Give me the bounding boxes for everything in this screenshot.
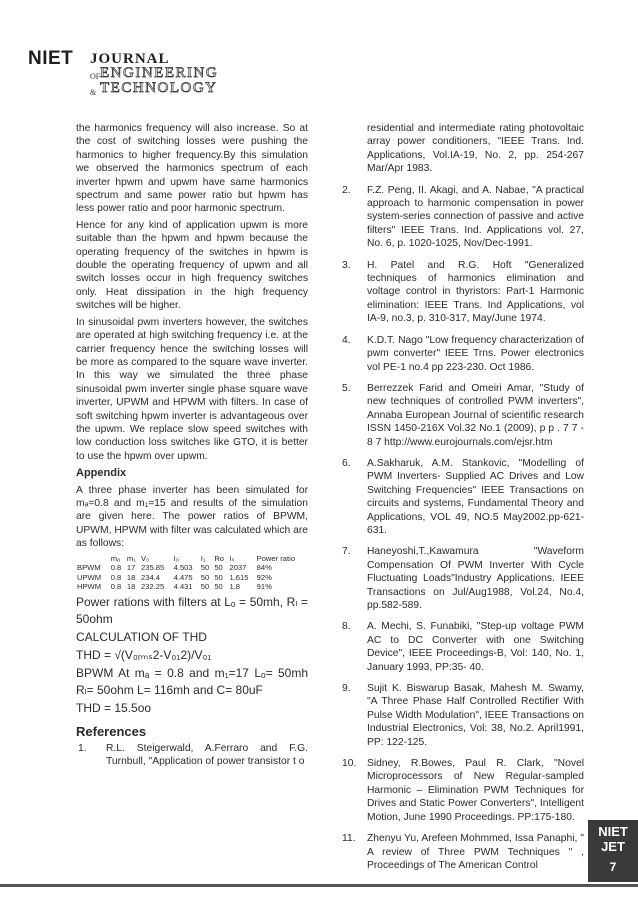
table-cell: 4.431 [173, 582, 193, 592]
table-header-cell: V₀ [141, 553, 150, 563]
reference-number: 1. [78, 743, 87, 754]
reference-continuation [340, 122, 584, 176]
right-column [340, 122, 584, 880]
table-cell: 232.25 [141, 582, 165, 592]
table-row [76, 563, 308, 573]
table-cell: 50 [200, 563, 210, 573]
logo-and: & [90, 88, 97, 97]
table-cell: 234.4 [141, 572, 161, 582]
table-cell: 50 [200, 572, 210, 582]
badge-niet: NIET [598, 824, 628, 839]
logo-journal: JOURNAL [90, 51, 170, 67]
page-number: 7 [609, 860, 617, 874]
table-row [76, 582, 308, 592]
reference-item [340, 682, 584, 749]
reference-number: 5. [342, 382, 351, 394]
table-cell: 235.85 [141, 563, 165, 573]
table-header-cell: Ro [214, 553, 225, 563]
references-heading: References [76, 723, 147, 739]
reference-item [340, 832, 584, 872]
appendix-heading: Appendix [76, 467, 127, 480]
table-header-cell: Iₛ [229, 553, 235, 563]
reference-item [340, 184, 584, 251]
reference-item [340, 334, 584, 374]
reference-number: 8. [342, 621, 351, 633]
reference-item [340, 457, 584, 537]
reference-number: 7. [342, 546, 351, 558]
reference-item [340, 620, 584, 674]
reference-number: 10. [342, 758, 357, 770]
reference-text: K.D.T. Nago "Low frequency characterization of pwm converter" IEEE Trns. Power electronics vol PE-1 no.4 pp 223-230. Oct 1986. [367, 334, 584, 373]
table-header-row [76, 554, 308, 564]
table-cell: 50 [214, 572, 223, 582]
reference-number: 9. [342, 683, 351, 695]
filter-conditions: Power rations with filters at Lₒ = 50mh, Rₗ = 50ohm [76, 594, 308, 626]
table-header-cell: I₀ [173, 553, 179, 563]
reference-item [340, 382, 584, 449]
bottom-divider [0, 884, 638, 887]
table-header-cell: m₁ [126, 553, 136, 563]
reference-number: 3. [342, 259, 351, 271]
table-cell: 1.615 [229, 572, 249, 582]
table-cell: 2037 [229, 563, 247, 573]
reference-text: residential and intermediate rating photovoltaic array power conditioners, "IEEE Trans. Ind. Applications, Vol.IA-19, No. 2, pp. 254-267 Mar/Apr 1983. [367, 123, 584, 175]
table-cell: 4.503 [173, 563, 193, 573]
table-cell: 18 [126, 572, 136, 582]
thd-calculation-heading: CALCULATION OF THD [76, 629, 207, 644]
logo-engineering: ENGINEERING [100, 65, 219, 81]
table-cell: 0.8 [110, 563, 122, 573]
logo-of: OF [90, 72, 101, 81]
table-row [76, 573, 308, 583]
appendix-paragraph: A three phase inverter has been simulated for mₐ=0.8 and m₁=15 and results of the simulation are given here. The power ratios of BPWM, UPWM, HPWM with filter was calculated which are as follows: [76, 484, 308, 550]
reference-text: Sidney, R.Bowes, Paul R. Clark, "Novel Microprocessors of New Regular-sampled Harmonic – Elimination PWM Techniques for Drives and Static Power Converters", Intelligent Motion, June 1990 Proceedings. PP:175-180. [367, 758, 584, 823]
reference-text: Sujit K. Biswarup Basak, Mahesh M. Swamy, "A Three Phase Half Controlled Rectifier With Pulse Width Modulation", IEEE Transactions on Industrial Electronics, Vol: 38, No.2. April1991, PP: 122-125. [367, 683, 584, 748]
reference-text: Berrezzek Farid and Omeiri Amar, "Study of new techniques of controlled PWM inverters", Annaba European Journal of scientific research ISSN 1450-216X Vol.32 No.1 (2009), p p . 7 7 - 8 7 http://www.eurojournals.com/ejsr.htm [367, 382, 584, 448]
journal-logo [28, 48, 248, 98]
reference-text: F.Z. Peng, II. Akagi, and A. Nabae, "A practical approach to harmonic compensation in power system-series connection of passive and active filters" IEEE Trans. Ind. Applications vol. 27, No. 6, p. 1020-1025, Nov/Dec-1991. [367, 184, 584, 250]
reference-text: A. Mechi, S. Funabiki, "Step-up voltage PWM AC to DC Converter with one Switching Device", IEEE Proceedings-B, Vol: 140, No. 1, January 1993, PP:35- 40. [367, 621, 584, 673]
journal-header [28, 48, 248, 98]
table-header-cell: Power ratio [256, 553, 296, 563]
table-cell: BPWM [77, 563, 101, 573]
reference-text: Zhenyu Yu, Arefeen Mohmmed, Issa Panaphi, " A review of Three PWM Techniques " , Proceedings of The American Control [367, 833, 584, 871]
body-paragraph-1: the harmonics frequency will also increase. So at the cost of switching losses were pushing the harmonics to higher frequency.By this simulation we observed the harmonics spectrum of each inverter hpwm and upwm have same harmonics spectrum and same power ratio but hpwm has less power ratio and poor harmonic spectrum. [76, 123, 308, 215]
table-cell: 17 [126, 563, 136, 573]
table-cell: 91% [256, 582, 272, 592]
reference-number: 11. [342, 833, 356, 845]
reference-text: Haneyoshi,T.,Kawamura "Waveform Compensation Of PWM Inverter With Cycle Fluctuating Loads"Industry Applications. IEEE Transactions on Jul/Aug1988, Vol.24, No.4, pp.582-589. [367, 546, 584, 611]
table-cell: 1.8 [229, 582, 241, 592]
table-cell: 0.8 [110, 572, 122, 582]
left-column [76, 122, 308, 777]
bpwm-parameters: BPWM At mₐ = 0.8 and m₁=17 Lₒ= 50mh Rₗ= 50ohm L= 116mh and C= 80uF [76, 665, 308, 697]
reference-text: R.L. Steigerwald, A.Ferraro and F.G. Turnbull, "Application of power transistor t o [106, 743, 308, 768]
thd-result: THD = 15.5oo [76, 700, 152, 715]
table-cell: 92% [256, 572, 272, 582]
table-cell: 0.8 [110, 582, 122, 592]
table-header-cell: I₁ [200, 553, 206, 563]
reference-number: 2. [342, 184, 351, 196]
reference-item [76, 742, 308, 769]
logo-technology: TECHNOLOGY [100, 80, 218, 96]
table-cell: 50 [214, 563, 223, 573]
table-cell: 84% [256, 563, 272, 573]
reference-number: 4. [342, 334, 351, 346]
table-cell: HPWM [77, 582, 102, 592]
table-cell: 4.475 [173, 572, 193, 582]
table-cell: 18 [126, 582, 136, 592]
reference-text: H. Patel and R.G. Hoft "Generalized techniques of harmonics elimination and voltage control in thyristors: Part-1 Harmonic elimination: IEEE Trans. Ind Applications, vol IA-9, no.3, p. 310-317, May/June 1974. [367, 259, 584, 325]
reference-item [340, 757, 584, 824]
table-cell: 50 [214, 582, 223, 592]
reference-number: 6. [342, 457, 351, 469]
thd-formula: THD = √(V₀ᵣₘₛ2-V₀₁2)/V₀₁ [76, 647, 212, 662]
body-paragraph-2: Hence for any kind of application upwm is more suitable than the hpwm and hpwm because the operating frequency of the switches in hpwm is double the operating frequency of upwm and all switch losses occur in high frequency switches only. Heat dissipation in the high frequency switches will be higher. [76, 219, 308, 312]
page-badge [588, 820, 638, 882]
badge-jet: JET [601, 839, 625, 854]
logo-brand: NIET [28, 48, 74, 69]
table-cell: UPWM [77, 572, 102, 582]
body-paragraph-3: In sinusoidal pwm inverters however, the switches are operated at high switching frequency i.e. at the carrier frequency hence the switching losses will be more as compared to the square wave inverter. In this way we simulated the three phase sinusoidal pwm inverter single phase square wave inverter, UPWM and HPWM with filters. In case of soft switching hpwm inverter is advantageous over the upwm. We replace slow speed switches with low conduction loss switches like GTO, it is better to use the hpwm over upwm. [76, 316, 308, 462]
table-header-cell: mₐ [110, 553, 120, 563]
power-ratio-table [76, 554, 308, 592]
reference-item [340, 545, 584, 612]
reference-item [340, 259, 584, 326]
reference-text: A.Sakharuk, A.M. Stankovic, "Modelling of PWM Inverters- Supplied AC Drives and Low Switching Frequencies" IEEE Transactions on circuits and systems, Fundamental Theory and Applications, VOL 49, NO.5 May2002.pp-621-631. [367, 457, 584, 536]
table-cell: 50 [200, 582, 210, 592]
